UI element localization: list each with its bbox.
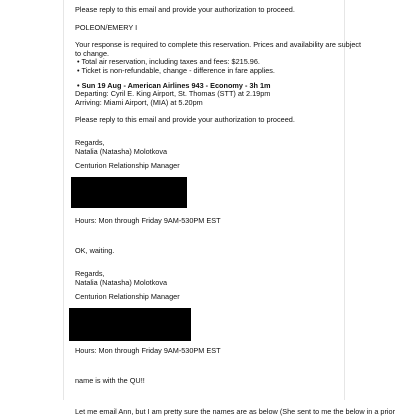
reply-request-text: Please reply to this email and provide your authorization to proceed. — [75, 5, 295, 14]
passenger-name: POLEON/EMERY I — [75, 22, 138, 32]
signature-title: Centurion Relationship Manager — [75, 161, 180, 171]
ticket-terms-bullet: • Ticket is non-refundable, change - difference in fare applies. — [77, 65, 275, 75]
redaction-block — [71, 177, 187, 208]
ok-waiting-text: OK, waiting. — [75, 246, 115, 256]
signature-regards: Regards, — [75, 137, 105, 147]
signature-title-2: Centurion Relationship Manager — [75, 292, 180, 302]
response-required-text-continued: to change. — [75, 48, 110, 58]
arriving-text: Arriving: Miami Airport, (MIA) at 5.20pm — [75, 97, 203, 107]
document-page — [64, 0, 396, 416]
signature-name-2: Natalia (Natasha) Molotkova — [75, 277, 168, 287]
total-fare-bullet: • Total air reservation, including taxes and fees: $215.96. — [77, 57, 260, 67]
signature-hours: Hours: Mon through Friday 9AM-530PM EST — [75, 215, 221, 225]
departing-text: Departing: Cyril E. King Airport, St. Thomas (STT) at 2.19pm — [75, 89, 271, 99]
flight-header: • Sun 19 Aug - American Airlines 943 - Economy - 3h 1m — [77, 80, 271, 90]
signature-name: Natalia (Natasha) Molotkova — [75, 146, 168, 156]
email-body — [75, 5, 396, 416]
signature-hours-2: Hours: Mon through Friday 9AM-530PM EST — [75, 345, 221, 355]
email-ann-text: Let me email Ann, but I am pretty sure the names are as below (She sent to me the below in a prior — [75, 406, 396, 416]
qu-name-text: name is with the QU!! — [75, 376, 145, 386]
response-required-text: Your response is required to complete this reservation. Prices and availability are subject — [75, 40, 362, 50]
reply-request-text-2: Please reply to this email and provide your authorization to proceed. — [75, 115, 295, 125]
signature-regards-2: Regards, — [75, 268, 105, 278]
redaction-block-2 — [69, 308, 191, 341]
